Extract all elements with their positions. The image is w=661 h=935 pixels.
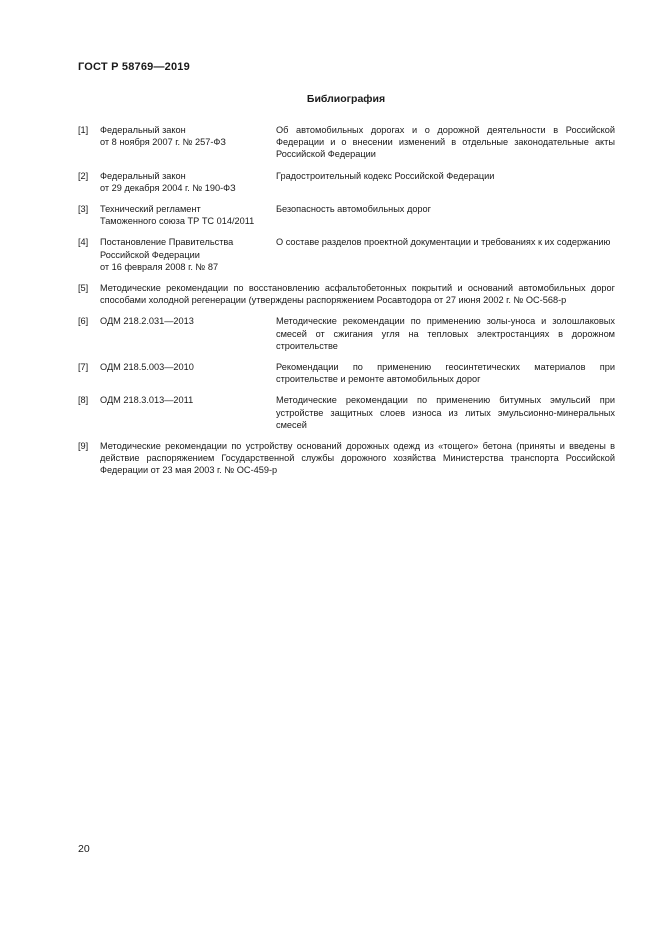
entry-source-line: Технический регламент bbox=[100, 204, 201, 215]
entry-source bbox=[100, 361, 276, 385]
bibliography-entry-6 bbox=[78, 315, 615, 352]
entry-source bbox=[100, 124, 276, 161]
bibliography-entry-2 bbox=[78, 170, 615, 194]
entry-source bbox=[100, 394, 276, 431]
entry-number: [7] bbox=[78, 362, 89, 373]
entry-title: Методические рекомендации по применению золы-уноса и золошлаковых смесей от сжигания угля на тепловых электростанциях в дорожном строительстве bbox=[276, 316, 615, 351]
bibliography-entry-9 bbox=[78, 440, 615, 477]
entry-source bbox=[100, 236, 276, 273]
entry-title: Безопасность автомобильных дорог bbox=[276, 204, 431, 215]
entry-title: Методические рекомендации по применению битумных эмульсий при устройстве защитных слоев износа из литых эмульсионно-минеральных смесей bbox=[276, 395, 615, 430]
bibliography-entry-8 bbox=[78, 394, 615, 431]
entry-source bbox=[100, 315, 276, 352]
page-number: 20 bbox=[78, 843, 90, 855]
entry-number: [5] bbox=[78, 283, 89, 294]
bibliography-entry-3 bbox=[78, 203, 615, 227]
bibliography-entry-1 bbox=[78, 124, 615, 161]
entry-title: Об автомобильных дорогах и о дорожной деятельности в Российской Федерации и о внесении изменений в отдельные законодательные акты Российской Федерации bbox=[276, 125, 615, 160]
entry-number: [2] bbox=[78, 170, 89, 181]
entry-title: Рекомендации по применению геосинтетических материалов при строительстве и ремонте автомобильных дорог bbox=[276, 362, 615, 385]
entry-number: [6] bbox=[78, 316, 89, 327]
entry-source-line: ОДМ 218.2.031—2013 bbox=[100, 316, 194, 327]
entry-source-line: от 29 декабря 2004 г. № 190-ФЗ bbox=[100, 182, 236, 193]
bibliography-entry-7 bbox=[78, 361, 615, 385]
entry-title: Градостроительный кодекс Российской Федерации bbox=[276, 170, 495, 181]
bibliography-entry-4 bbox=[78, 236, 615, 273]
entry-full-text: Методические рекомендации по устройству оснований дорожных одежд из «тощего» бетона (приняты и введены в действие распоряжением Государственной службы дорожного хозяйства Министерства транспорта Российской Федерации от 23 мая 2003 г. № ОС-459-р bbox=[100, 441, 615, 476]
entry-title: О составе разделов проектной документации и требованиях к их содержанию bbox=[276, 237, 611, 248]
entry-source-line: Федеральный закон bbox=[100, 125, 186, 135]
page-title: Библиография bbox=[306, 93, 386, 105]
entry-source bbox=[100, 170, 276, 194]
entry-source-line: ОДМ 218.3.013—2011 bbox=[100, 395, 194, 406]
entry-number: [1] bbox=[78, 125, 89, 135]
entry-full-text: Методические рекомендации по восстановлению асфальтобетонных покрытий и оснований автомобильных дорог способами холодной регенерации (утверждены распоряжением Росавтодора от 27 июня 2002 г. № ОС-568-р bbox=[100, 283, 615, 306]
bibliography-entry-5 bbox=[78, 282, 615, 306]
entry-number: [4] bbox=[78, 237, 89, 248]
entry-number: [9] bbox=[78, 441, 89, 452]
entry-number: [8] bbox=[78, 395, 89, 406]
bibliography-list bbox=[78, 124, 615, 486]
entry-source-line: Российской Федерации bbox=[100, 249, 200, 260]
entry-source-line: ОДМ 218.5.003—2010 bbox=[100, 362, 194, 373]
entry-source-line: Постановление Правительства bbox=[100, 237, 234, 248]
entry-source-line: от 16 февраля 2008 г. № 87 bbox=[100, 261, 219, 272]
entry-source-line: от 8 ноября 2007 г. № 257-ФЗ bbox=[100, 137, 226, 148]
entry-number: [3] bbox=[78, 204, 89, 215]
entry-source bbox=[100, 203, 276, 227]
document-code: ГОСТ Р 58769—2019 bbox=[78, 61, 190, 73]
entry-source-line: Федеральный закон bbox=[100, 170, 186, 181]
entry-source-line: Таможенного союза ТР ТС 014/2011 bbox=[100, 216, 255, 227]
